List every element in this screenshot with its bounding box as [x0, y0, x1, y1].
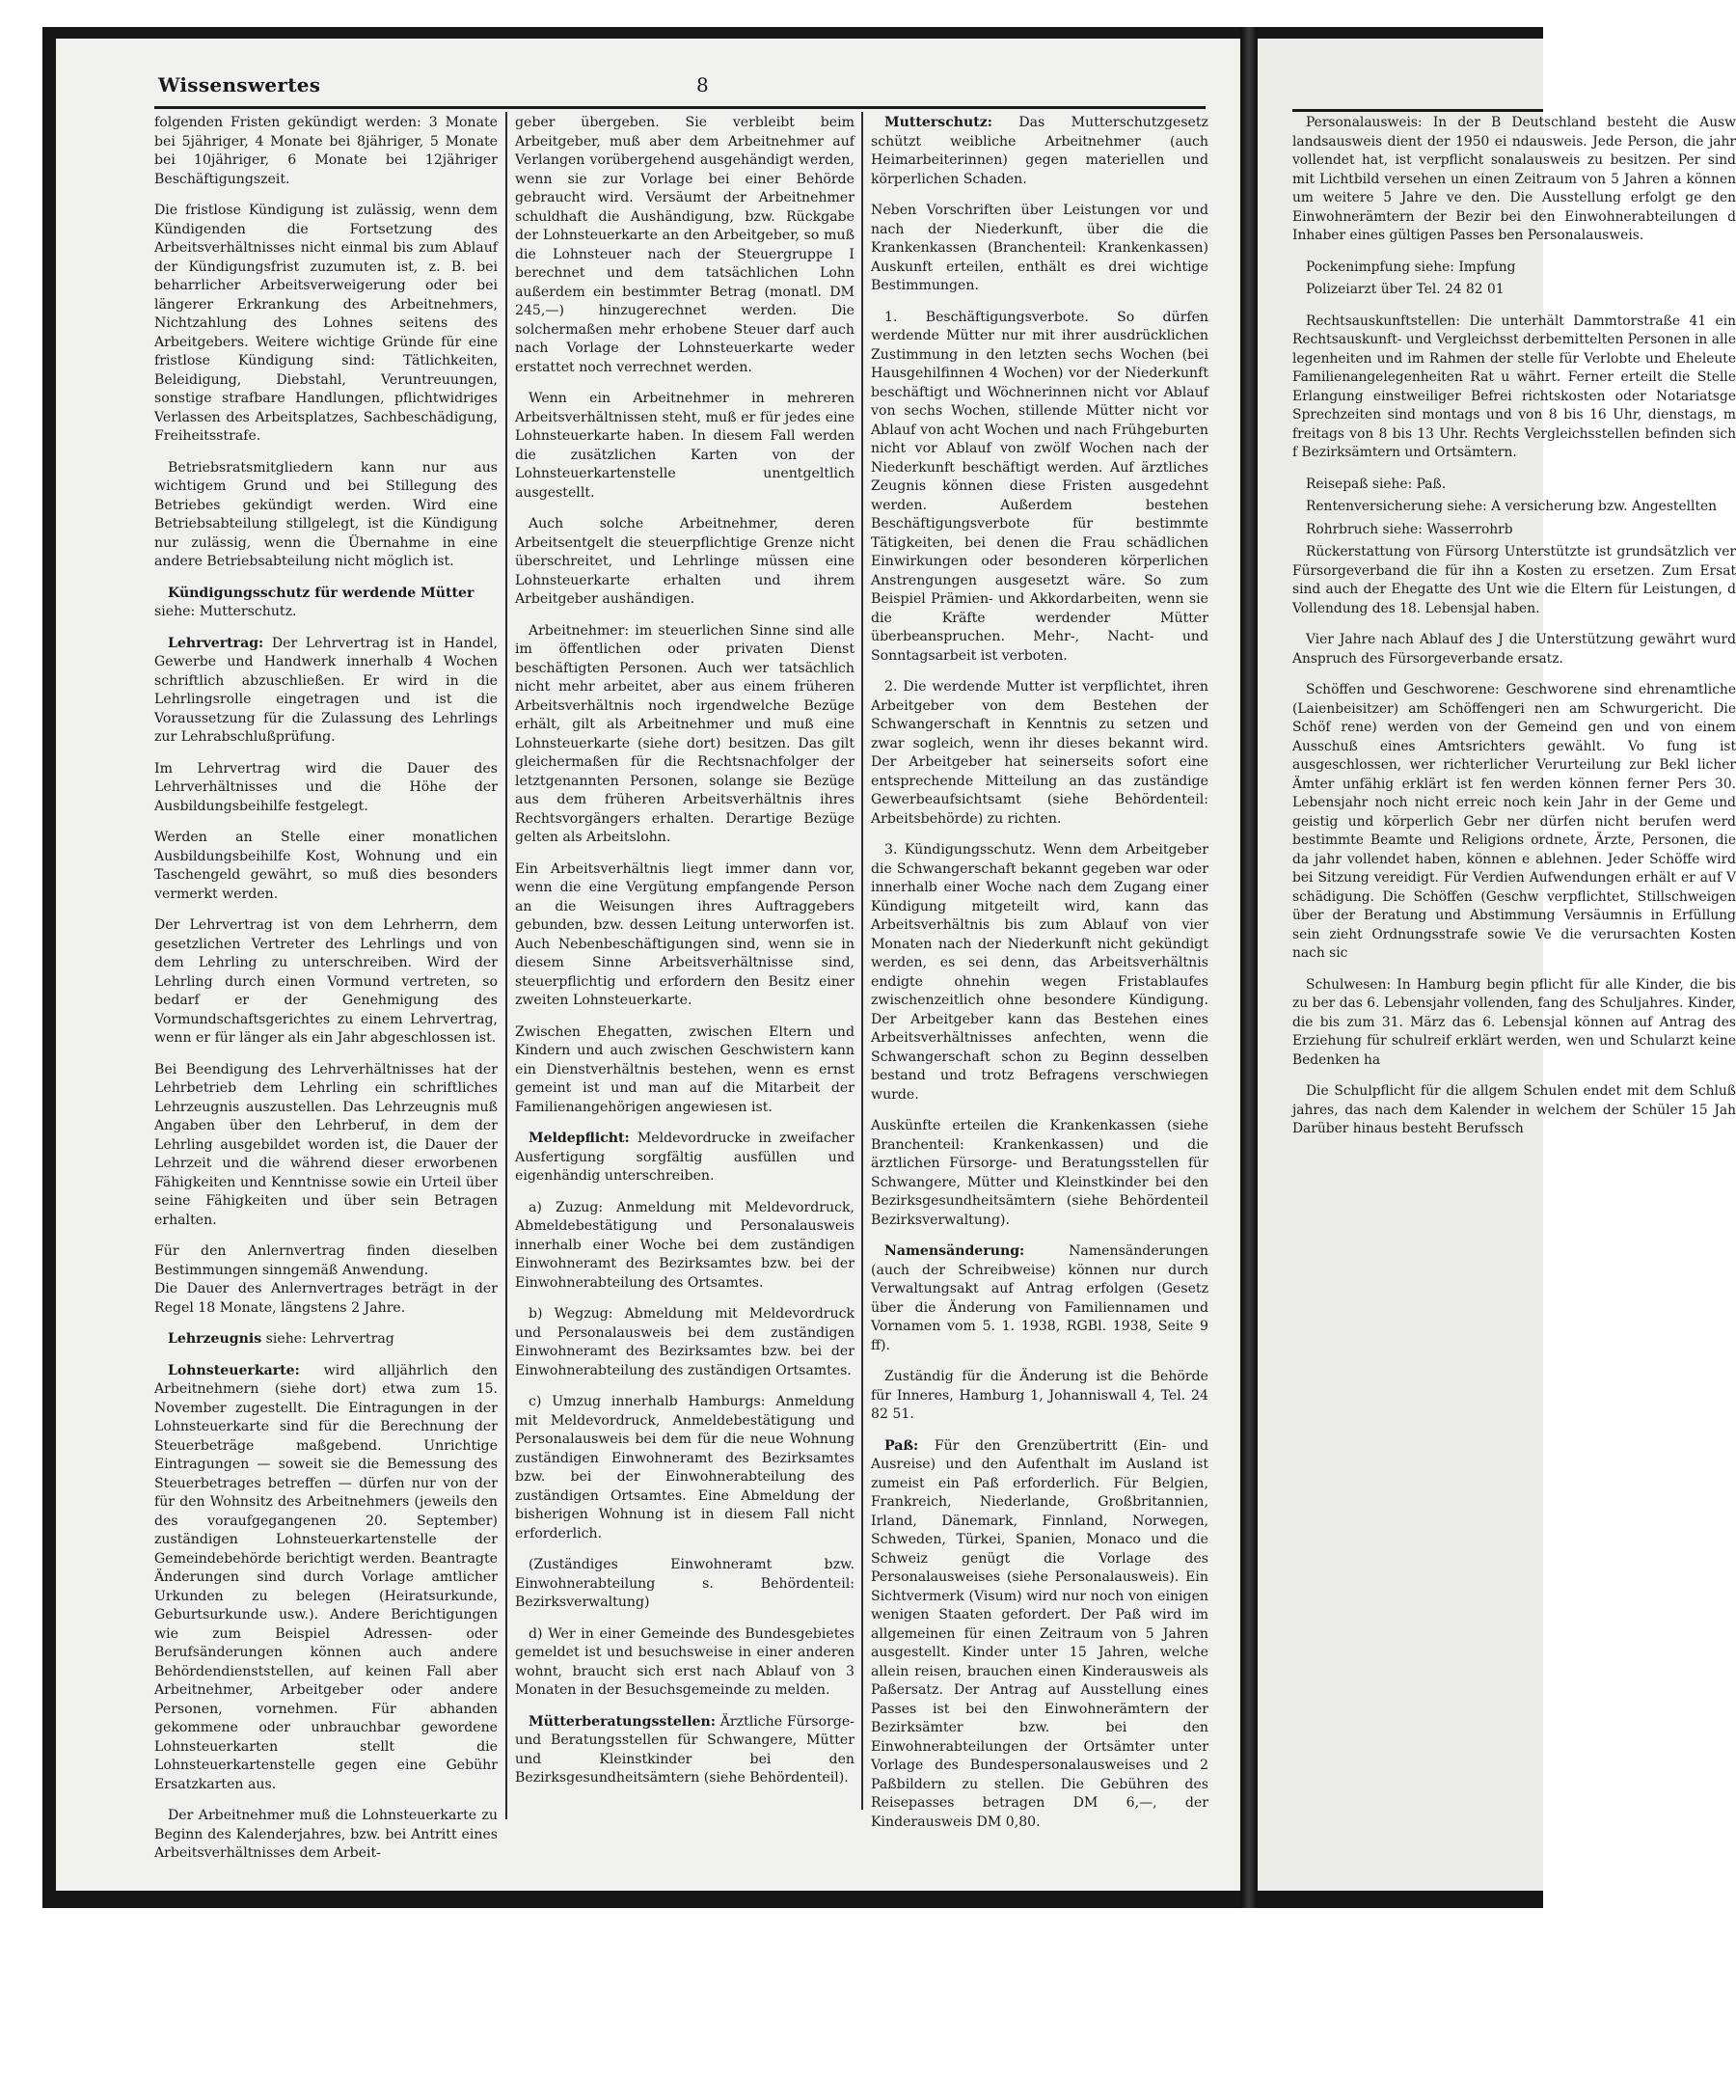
paragraph: Pockenimpfung siehe: Impfung: [1306, 259, 1516, 275]
paragraph: Betriebsratsmitgliedern kann nur aus wichtigem Grund und bei Stillegung des Betriebes gekündigt werden. Wird eine Betriebsabteilung stillgelegt, ist die Kündigung nur zulässig, wenn die Übernahme in eine andere Betriebsabteilung nicht möglich ist.: [154, 459, 498, 569]
paragraph: geber übergeben. Sie verbleibt beim Arbeitgeber, muß aber dem Arbeitnehmer auf Verlangen vorübergehend ausgehändigt werden, wenn sie zur Vorlage bei einer Behörde gebraucht wird. Versäumt der Arbeitnehmer schuldhaft die Aushändigung, bzw. Rückgabe der Lohnsteuerkarte an den Arbeitgeber, so muß die Lohnsteuer nach der Steuergruppe I berechnet und dem tatsächlichen Lohn außerdem ein bestimmter Betrag (monatl. DM 245,—) hinzugerechnet werden. Die solchermaßen mehr erhobene Steuer darf auch nach Vorlage der Lohnsteuerkarte weder erstattet noch verrechnet werden.: [515, 115, 854, 375]
column-divider: [505, 112, 507, 1819]
paragraph: d) Wer in einer Gemeinde des Bundesgebietes gemeldet ist und besuchsweise in einer anderen wohnt, braucht sich erst nach Ablauf von 3 Monaten in der Besuchsgemeinde zu melden.: [515, 1625, 854, 1698]
paragraph: Schulwesen: In Hamburg begin pflicht für alle Kinder, die bis zu ber das 6. Lebensjahr vollenden, fang des Schuljahres. Kinder, die bis zum 31. März das 6. Lebensjal können auf Antrag des Erziehung für schulreif erklärt werden, wen und Schularzt keine Bedenken ha: [1292, 976, 1736, 1068]
entry-heading: Lehrvertrag:: [168, 635, 264, 651]
page-header: [96, 69, 1206, 108]
paragraph: Neben Vorschriften über Leistungen vor und nach der Niederkunft, über die die Krankenkassen (Branchenteil: Krankenkassen) Auskunft erteilen, enthält es drei wichtige Bestimmungen.: [871, 203, 1208, 293]
paragraph: 1. Beschäftigungsverbote. So dürfen werdende Mütter nur mit ihrer ausdrücklichen Zustimmung in den letzten sechs Wochen (bei Hausgehilfinnen 4 Wochen) vor der Niederkunft beschäftigt und Wöchnerinnen nicht vor Ablauf von sechs Wochen, stillende Mütter nicht vor Ablauf von acht Wochen und nach Frühgeburten nicht vor Ablauf von zwölf Wochen nach der Niederkunft beschäftigt werden. Auf ärztliches Zeugnis können diese Fristen ausgedehnt werden. Außerdem bestehen Beschäftigungsverbote für bestimmte Tätigkeiten, bei denen die Frau schädlichen Einwirkungen oder besonderen körperlichen Anstrengungen ausgesetzt wäre. So zum Beispiel Prämien- und Akkordarbeiten, wenn sie die Kräfte werdender Mütter überbeanspruchen. Mehr-, Nacht- und Sonntagsarbeit ist verboten.: [871, 309, 1208, 664]
paragraph: b) Wegzug: Abmeldung mit Meldevordruck und Personalausweis bei dem zuständigen Einwohneramt des Bezirksamtes bzw. bei der Einwohnerabteilung des zuständigen Ortsamtes.: [515, 1306, 854, 1378]
entry-text: Namensänderungen (auch der Schreibweise) können nur durch Verwaltungsakt auf Antrag erfolgen (Gesetz über die Änderung von Familiennamen und Vornamen vom 5. 1. 1938, RGBl. 1938, Seite 9 ff).: [871, 1243, 1208, 1353]
entry-heading: Lehrzeugnis: [168, 1331, 262, 1347]
entry-text: Das Mutterschutzgesetz schützt weibliche Arbeitnehmer (auch Heimarbeiterinnen) gegen materiellen und körperlichen Schaden.: [871, 115, 1208, 187]
entry-heading: Lohnsteuerkarte:: [168, 1362, 300, 1378]
entry: [871, 1242, 1208, 1355]
entry-heading: Meldepflicht:: [529, 1131, 630, 1146]
entry: [871, 1437, 1208, 1833]
entry-heading: Paß:: [884, 1437, 919, 1454]
paragraph: Für den Anlernvertrag finden dieselben Bestimmungen sinngemäß Anwendung.: [154, 1243, 498, 1278]
paragraph: Reisepaß siehe: Paß.: [1306, 476, 1447, 492]
paragraph: Die Dauer des Anlernvertrages beträgt in der Regel 18 Monate, längstens 2 Jahre.: [154, 1281, 498, 1316]
entry: [154, 1362, 498, 1795]
entry: [154, 635, 498, 748]
entry-heading: Mütterberatungsstellen:: [529, 1713, 716, 1730]
paragraph: Rechtsauskunftstellen: Die unterhält Dammtorstraße 41 ein Rechtsauskunft- und Vergleichsst derbemittelten Personen in alle legenheiten und im Rahmen der stelle für Verlobte und Eheleute Familienangelegenheiten Rat u währt. Ferner erteilt die Stelle Erlangung einstweiliger Befrei richtskosten oder Notariatsge Sprechzeiten sind montags und von 8 bis 16 Uhr, dienstags, m freitags von 8 bis 13 Uhr. Rechts Vergleichsstellen befinden sich f Bezirksämtern und Ortsämtern.: [1292, 313, 1736, 460]
paragraph: Bei Beendigung des Lehrverhältnisses hat der Lehrbetrieb dem Lehrling ein schriftliches Lehrzeugnis auszustellen. Das Lehrzeugnis muß Angaben über den Lehrberuf, in dem der Lehrling ausgebildet worden ist, die Dauer der Lehrzeit und die während dieser erworbenen Fähigkeiten und Kenntnisse sowie ein Urteil über seine Fähigkeiten und über sein Betragen erhalten.: [154, 1061, 498, 1228]
paragraph: Rentenversicherung siehe: A versicherung bzw. Angestellten: [1306, 499, 1718, 514]
paragraph: Im Lehrvertrag wird die Dauer des Lehrverhältnisses und die Höhe der Ausbildungsbeihilfe festgelegt.: [154, 760, 498, 814]
paragraph: Rückerstattung von Fürsorg Unterstützte ist grundsätzlich ver Fürsorgeverband die für ihn a Kosten zu ersetzen. Zum Ersat sind auch der Ehegatte des Unt wie die Eltern für Leistungen, d Vollendung des 18. Lebensjal haben.: [1292, 544, 1736, 616]
column-divider: [861, 112, 863, 1810]
entry-heading: Mutterschutz:: [884, 115, 992, 130]
paragraph: Ein Arbeitsverhältnis liegt immer dann vor, wenn die eine Vergütung empfangende Person an die Weisungen ihres Auftraggebers gebunden, bzw. dessen Leitung unterworfen ist. Auch Nebenbeschäftigungen sind, wenn sie in diesem Sinne Arbeitsverhältnisse sind, steuerpflichtig und erfordern den Besitz einer zweiten Lohnsteuerkarte.: [515, 860, 854, 1008]
header-rule-facing: [1292, 109, 1543, 112]
section-title: Wissenswertes: [158, 73, 321, 96]
paragraph: Rohrbruch siehe: Wasserrohrb: [1306, 521, 1513, 537]
entry: [871, 114, 1208, 189]
paragraph: c) Umzug innerhalb Hamburgs: Anmeldung mit Meldevordruck, Anmeldebestätigung und Personalausweis bei dem für die neue Wohnung zuständigen Einwohneramt des Bezirksamtes bzw. bei der Einwohnerabteilung des zuständigen Ortsamtes. Eine Abmeldung der bisherigen Wohnung ist in diesem Fall nicht erforderlich.: [515, 1394, 854, 1541]
header-rule: [154, 106, 1206, 109]
text-column-2: [515, 114, 854, 1801]
paragraph: Auskünfte erteilen die Krankenkassen (siehe Branchenteil: Krankenkassen) und die ärztlichen Fürsorge- und Beratungsstellen für Schwangere, Mütter und Kleinstkinder bei den Bezirksgesundheitsämtern (siehe Behördenteil Bezirksverwaltung).: [871, 1118, 1208, 1228]
entry-text: Meldevordrucke in zweifacher Ausfertigung sorgfältig ausfüllen und eigenhändig unterschreiben.: [515, 1131, 854, 1184]
paragraph: Wenn ein Arbeitnehmer in mehreren Arbeitsverhältnissen steht, muß er für jedes eine Lohnsteuerkarte haben. In diesem Fall werden die zusätzlichen Karten von der Lohnsteuerkartenstelle unentgeltlich ausgestellt.: [515, 391, 854, 501]
text-column-1: [154, 114, 498, 1876]
paragraph: 3. Kündigungsschutz. Wenn dem Arbeitgeber die Schwangerschaft bekannt gegeben war oder innerhalb einer Woche nach dem Zugang einer Kündigung mitgeteilt wird, kann das Arbeitsverhältnis bis zum Ablauf von vier Monaten nach der Niederkunft nicht gekündigt werden, es sei denn, das Arbeitsverhältnis endigte ohnehin wegen Fristablaufes zwischenzeitlich ohne besondere Kündigung. Der Arbeitgeber kann das Bestehen eines Arbeitsverhältnisses anfechten, wenn die Schwangerschaft schon zu Beginn desselben bestand und trotz Befragens verschwiegen wurde.: [871, 842, 1208, 1103]
paragraph: Schöffen und Geschworene: Geschworene sind ehrenamtliche (Laienbeisitzer) am Schöffengeri nen am Schwurgericht. Die Schöf rene) werden von der Gemeind gen und von einem Ausschuß eines Amtsrichters gewählt. Vo fung ist ausgeschlossen, wer richterlicher Verurteilung zur Bekl licher Ämter unfähig erklärt ist fen werden können ferner Pers 30. Lebensjahr noch nicht erreic noch kein Jahr in der Geme und geistig und körperlich Gebr ner dürfen nicht berufen werd bestimmte Beamte und Religions ordnete, Ärzte, Personen, die da jahr vollendet haben, können e ablehnen. Jeder Schöffe wird bei Sitzung vereidigt. Für Verdien Aufwendungen erhält er auf V schädigung. Die Schöffen (Geschw verpflichtet, Stillschweigen über der Beratung und Abstimmung Versäumnis in Erfüllung sein zieht Ordnungsstrafe sowie Ve die verursachten Kosten nach sic: [1292, 682, 1736, 961]
paragraph: Die Schulpflicht für die allgem Schulen endet mit dem Schluß jahres, das nach dem Kalender in welchem der Schüler 15 Jah Darüber hinaus besteht Berufssch: [1292, 1083, 1736, 1136]
paragraph: Der Arbeitnehmer muß die Lohnsteuerkarte zu Beginn des Kalenderjahres, bzw. bei Antritt eines Arbeitsverhältnisses dem Arbeit-: [154, 1808, 498, 1861]
entry: [154, 1330, 498, 1350]
paragraph: 2. Die werdende Mutter ist verpflichtet, ihren Arbeitgeber von dem Bestehen der Schwangerschaft in Kenntnis zu setzen und zwar sogleich, wenn ihr dieses bekannt wird. Der Arbeitgeber hat seinerseits sofort eine entsprechende Mitteilung an das zuständige Gewerbeaufsichtsamt (siehe Behördenteil: Arbeitsbehörde) zu richten.: [871, 679, 1208, 827]
paragraph: Der Lehrvertrag ist von dem Lehrherrn, dem gesetzlichen Vertreter des Lehrlings und von dem Lehrling zu unterschreiben. Wird der Lehrling durch einen Vormund vertreten, so bedarf er der Genehmigung des Vormundschaftsgerichtes zu einem Lehrvertrag, wenn er für länger als ein Jahr abgeschlossen ist.: [154, 917, 498, 1046]
paragraph: (Zuständiges Einwohneramt bzw. Einwohnerabteilung s. Behördenteil: Bezirksverwaltung): [515, 1557, 854, 1610]
paragraph: Personalausweis: In der B Deutschland besteht die Ausw landsausweis dient der 1950 ei ndausweis. Jede Person, die jahr vollendet hat, ist verpflicht sonalausweis zu besitzen. Per sind mit Lichtbild versehen un einen Zeitraum von 5 Jahren a können um weitere 5 Jahre ve den. Die Ausstellung erfolgt ge den Einwohnerämtern der Bezir bei den Einwohnerabteilungen d Inhaber eines gültigen Passes ben Personalausweis.: [1292, 115, 1736, 243]
entry-text: Für den Grenzübertritt (Ein- und Ausreise) und den Aufenthalt im Ausland ist zumeist ein Paß erforderlich. Für Belgien, Frankreich, Niederlande, Großbritannien, Irland, Dänemark, Finnland, Norwegen, Schweden, Türkei, Spanien, Monaco und die Schweiz genügt die Vorlage des Personalausweises (siehe Personalausweis). Ein Sichtvermerk (Visum) wird nur noch von einigen wenigen Staaten gefordert. Der Paß wird im allgemeinen für einen Zeitraum von 5 Jahren ausgestellt. Kinder unter 15 Jahren, welche allein reisen, brauchen einen Kinderausweis als Paßersatz. Der Antrag auf Ausstellung eines Passes ist bei den Einwohnerämtern der Bezirksämter bzw. bei den Einwohnerabteilungen der Ortsämter unter Vorlage des Bundespersonalausweises und 2 Paßbildern zu stellen. Die Gebühren des Reisepasses betragen DM 6,—, der Kinderausweis DM 0,80.: [871, 1437, 1209, 1830]
entry-text: siehe: Lehrvertrag: [265, 1331, 394, 1347]
entry-heading: Namensänderung:: [884, 1243, 1025, 1259]
entry-text: Der Lehrvertrag ist in Handel, Gewerbe und Handwerk innerhalb 4 Wochen schriftlich abzuschließen. Er wird in die Lehrlingsrolle eingetragen und ist die Voraussetzung für die Zulassung des Lehrlings zur Lehrabschlußprüfung.: [154, 635, 498, 745]
paragraph: Zuständig für die Änderung ist die Behörde für Inneres, Hamburg 1, Johanniswall 4, Tel. 24 82 51.: [871, 1369, 1208, 1422]
entry-heading: Kündigungsschutz für werdende Mütter: [168, 585, 475, 601]
facing-page-column: [1292, 114, 1736, 1152]
paragraph: Vier Jahre nach Ablauf des J die Unterstützung gewährt wurd Anspruch des Fürsorgeverbande ersatz.: [1292, 632, 1736, 667]
paragraph: Die fristlose Kündigung ist zulässig, wenn dem Kündigenden die Fortsetzung des Arbeitsverhältnisses nicht einmal bis zum Ablauf der Kündigungsfrist zuzumuten ist, z. B. bei beharrlicher Arbeitsverweigerung oder bei längerer Erkrankung des Arbeitnehmers, Nichtzahlung des Lohnes seitens des Arbeitgebers. Weitere wichtige Gründe für eine fristlose Kündigung sind: Tätlichkeiten, Beleidigung, Diebstahl, Veruntreuungen, sonstige strafbare Handlungen, pflichtwidriges Verlassen des Arbeitsplatzes, Sachbeschädigung, Freiheitsstrafe.: [154, 203, 498, 444]
entry-text: Ärztliche Fürsorge- und Beratungsstellen für Schwangere, Mütter und Kleinstkinder bei den Bezirksgesundheitsämtern (siehe Behördenteil).: [515, 1713, 854, 1786]
book-gutter: [1240, 27, 1258, 1908]
page-number: 8: [696, 73, 709, 96]
paragraph: Werden an Stelle einer monatlichen Ausbildungsbeihilfe Kost, Wohnung und ein Taschengeld gewährt, so muß dies besonders vermerkt werden.: [154, 830, 498, 902]
paragraph: Polizeiarzt über Tel. 24 82 01: [1306, 282, 1505, 297]
entry: [515, 1130, 854, 1186]
entry: [515, 1713, 854, 1788]
paragraph: folgenden Fristen gekündigt werden: 3 Monate bei 5jähriger, 4 Monate bei 8jähriger, 5 Monate bei 10jähriger, 6 Monate bei 12jähriger Beschäftigungszeit.: [154, 115, 498, 187]
paragraph: Arbeitnehmer: im steuerlichen Sinne sind alle im öffentlichen oder privaten Dienst beschäftigten Personen. Auch wer tatsächlich nicht mehr arbeitet, aber aus einem früheren Arbeitsverhältnis noch irgendwelche Bezüge erhält, gilt als Arbeitnehmer und muß eine Lohnsteuerkarte (siehe dort) besitzen. Das gilt gleichermaßen für die Rechtsnachfolger der letztgenannten Personen, solange sie Bezüge aus dem früheren Arbeitsverhältnis ihres Rechtsvorgängers erhalten. Derartige Bezüge gelten als Arbeitslohn.: [515, 622, 854, 845]
entry-text: wird alljährlich den Arbeitnehmern (siehe dort) etwa zum 15. November zugestellt. Die Eintragungen in der Lohnsteuerkarte sind für die Berechnung der Steuerbeträge maßgebend. Unrichtige Eintragungen — soweit sie die Bemessung des Steuerbetrages betreffen — dürfen nur von der für den Wohnsitz des Arbeitnehmers (jeweils den des voraufgegangenen 20. September) zuständigen Lohnsteuerkartenstelle der Gemeindebehörde berichtigt werden. Beantragte Änderungen sind durch Vorlage amtlicher Urkunden zu belegen (Heiratsurkunde, Geburtsurkunde usw.). Andere Berichtigungen wie zum Beispiel Adressen- oder Berufsänderungen können auch andere Behördendienststellen, auf keinen Fall aber Arbeitnehmer, Arbeitgeber oder andere Personen, vornehmen. Für abhanden gekommene oder unbrauchbar gewordene Lohnsteuerkarten stellt die Lohnsteuerkartenstelle gegen eine Gebühr Ersatzkarten aus.: [154, 1362, 498, 1792]
paragraph: Zwischen Ehegatten, zwischen Eltern und Kindern und auch zwischen Geschwistern kann ein Dienstverhältnis bestehen, wenn es ernst gemeint ist und man auf die Mitarbeit der Familienangehörigen angewiesen ist.: [515, 1023, 854, 1115]
text-column-3: [871, 114, 1208, 1844]
paragraph: a) Zuzug: Anmeldung mit Meldevordruck, Abmeldebestätigung und Personalausweis innerhalb einer Woche bei dem zuständigen Einwohneramt des Bezirksamtes bzw. bei der Einwohnerabteilung des Ortsamtes.: [515, 1199, 854, 1291]
paragraph: siehe: Mutterschutz.: [154, 604, 297, 619]
paragraph: Auch solche Arbeitnehmer, deren Arbeitsentgelt die steuerpflichtige Grenze nicht überschreitet, und Lehrlinge müssen eine Lohnsteuerkarte erhalten und ihrem Arbeitgeber aushändigen.: [515, 516, 854, 607]
